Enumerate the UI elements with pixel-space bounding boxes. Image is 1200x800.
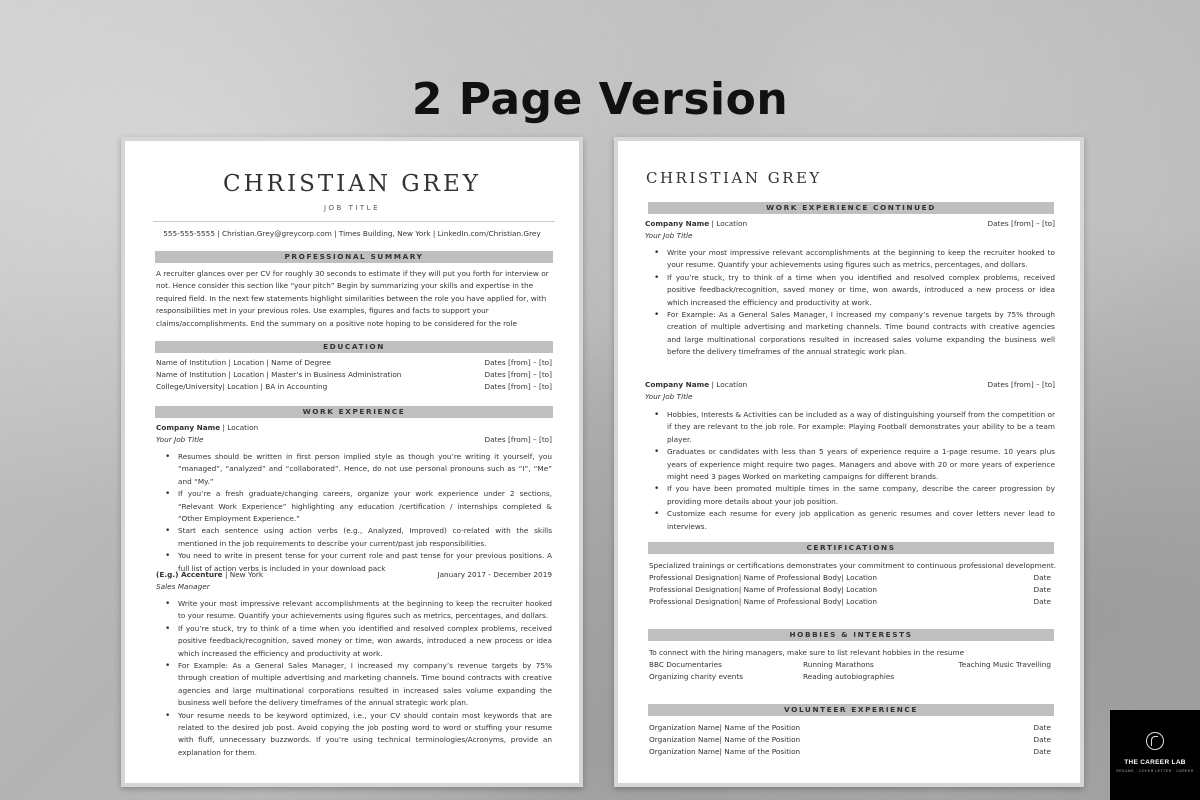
job-bullets bbox=[156, 451, 552, 575]
job-bullets bbox=[645, 409, 1055, 533]
brand-tagline: RESUME · COVER LETTER · CAREER bbox=[1116, 769, 1194, 773]
job-header bbox=[645, 218, 1055, 230]
divider bbox=[153, 221, 555, 222]
contact-line: 555-555-5555 | Christian.Grey@greycorp.com | Times Building, New York | LinkedIn.com/Christian.Grey bbox=[163, 229, 541, 238]
company-location: | Location bbox=[220, 423, 259, 432]
bullet-item: • Resumes should be written in first person implied style as though you’re writing it yourself, you “managed”, “analyzed” and “collaborated”. Hence, do not use personal pronouns such as “I”, “Me” and “My.” bbox=[156, 451, 552, 488]
section-header-work: WORK EXPERIENCE bbox=[155, 406, 553, 418]
education-row bbox=[156, 381, 552, 393]
bullet-item: • If you have been promoted multiple times in the same company, describe the career progression by providing more details about your job position. bbox=[645, 483, 1055, 508]
job-title: Your Job Title bbox=[156, 435, 204, 444]
headline: 2 Page Version bbox=[411, 74, 789, 125]
bullet-item: • Graduates or candidates with less than 5 years of experience require a 1-page resume. 10 years plus years of experience might require two pages. Managers and above with 20 or more years of experience might need 3 pages Worked on marketing campaigns for different brands. bbox=[645, 446, 1055, 483]
certification-name: Professional Designation| Name of Professional Body| Location bbox=[649, 585, 878, 594]
bullet-item: • You need to write in present tense for your current role and past tense for your previous positions. A full list of action verbs is included in your download pack bbox=[156, 550, 552, 575]
hobby-item: BBC Documentaries bbox=[649, 660, 722, 669]
company-location: | Location bbox=[709, 380, 748, 389]
certification-row bbox=[649, 584, 1051, 596]
hobby-item: Reading autobiographies bbox=[803, 672, 895, 681]
summary-text: A recruiter glances over per CV for roughly 30 seconds to estimate if they will put you forth for interview or not. Hence consider this section like “your pitch” Begin by summarizing your skills and expertise in the required field. In the next few statements highlight similarities between the role you have applied for, with responsibilities met in your previous roles. Use examples, figures and facts to support your claims/accomplishments. End the summary on a positive note hoping to be considered for the role bbox=[156, 269, 549, 328]
section-header-work-continued: WORK EXPERIENCE CONTINUED bbox=[648, 202, 1054, 214]
section-header-summary: PROFESSIONAL SUMMARY bbox=[155, 251, 553, 263]
resume-name: CHRISTIAN GREY bbox=[646, 169, 822, 187]
education-row bbox=[156, 369, 552, 381]
hobbies-row bbox=[649, 659, 1051, 671]
resume-page-2 bbox=[614, 137, 1084, 787]
resume-page-1 bbox=[121, 137, 583, 787]
job-header bbox=[156, 569, 552, 581]
job-title: Your Job Title bbox=[645, 231, 693, 240]
certifications-intro-text: Specialized trainings or certifications demonstrates your commitment to continuous professional development. bbox=[649, 561, 1057, 570]
resume-name: CHRISTIAN GREY bbox=[223, 171, 481, 197]
hobby-item: Organizing charity events bbox=[649, 672, 744, 681]
job-dates: Dates [from] – [to] bbox=[484, 435, 552, 444]
volunteer-organization: Organization Name| Name of the Position bbox=[649, 735, 801, 744]
volunteer-organization: Organization Name| Name of the Position bbox=[649, 723, 801, 732]
bullet-item: • If you’re stuck, try to think of a time when you identified and resolved complex problems, received positive feedback/recognition, saved money or time, won awards, introduced a new process or idea which increased the efficiency and productivity at work. bbox=[156, 623, 552, 660]
certification-date: Date bbox=[1033, 573, 1051, 582]
volunteer-row bbox=[649, 746, 1051, 758]
bullet-item: • Customize each resume for every job application as generic resumes and cover letters never lead to interviews. bbox=[645, 508, 1055, 533]
job-title-row bbox=[645, 230, 1055, 242]
education-institution: Name of Institution | Location | Master’s in Business Administration bbox=[156, 370, 402, 379]
section-header-certifications: CERTIFICATIONS bbox=[648, 542, 1054, 554]
certification-row bbox=[649, 596, 1051, 608]
brand-logo bbox=[1110, 710, 1200, 800]
bullet-item: • Write your most impressive relevant accomplishments at the beginning to keep the recruiter hooked to your resume. Quantify your achievements using figures such as metrics, percentages, and dollars. bbox=[156, 598, 552, 623]
job-title: Sales Manager bbox=[156, 582, 210, 591]
bullet-item: • If you’re stuck, try to think of a time when you identified and resolved complex problems, received positive feedback/recognition, saved money or time, won awards, introduced a new process or idea which increased the efficiency and productivity at work. bbox=[645, 272, 1055, 309]
hobbies-row bbox=[649, 671, 1051, 683]
job-bullets bbox=[645, 247, 1055, 359]
brand-name: THE CAREER LAB bbox=[1124, 759, 1186, 766]
volunteer-row bbox=[649, 734, 1051, 746]
certification-date: Date bbox=[1033, 585, 1051, 594]
education-institution: College/University| Location | BA in Accounting bbox=[156, 382, 328, 391]
brain-icon bbox=[1146, 732, 1164, 750]
education-dates: Dates [from] – [to] bbox=[484, 370, 552, 379]
education-institution: Name of Institution | Location | Name of Degree bbox=[156, 358, 331, 367]
hobbies-intro-text: To connect with the hiring managers, make sure to list relevant hobbies in the resume bbox=[649, 648, 965, 657]
job-title-row bbox=[645, 391, 1055, 403]
hobby-item: Teaching Music Travelling bbox=[958, 660, 1051, 669]
company-location: | Location bbox=[709, 219, 748, 228]
hobbies-intro bbox=[649, 647, 1051, 659]
certification-date: Date bbox=[1033, 597, 1051, 606]
bullet-item: • Start each sentence using action verbs (e.g., Analyzed, Improved) co-related with the skills mentioned in the job requirements to describe your current/past job responsibilities. bbox=[156, 525, 552, 550]
company-name: Company Name bbox=[156, 423, 221, 432]
bullet-item: • If you’re a fresh graduate/changing careers, organize your work experience under 2 sections, “Relevant Work Experience” highlighting any education /certification / internships completed & “Other Employment Experience.” bbox=[156, 488, 552, 525]
volunteer-row bbox=[649, 722, 1051, 734]
volunteer-organization: Organization Name| Name of the Position bbox=[649, 747, 801, 756]
volunteer-date: Date bbox=[1033, 723, 1051, 732]
certification-name: Professional Designation| Name of Professional Body| Location bbox=[649, 573, 878, 582]
hobby-item: Running Marathons bbox=[803, 660, 874, 669]
bullet-item: • For Example: As a General Sales Manager, I increased my company’s revenue targets by 75% through creation of multiple advertising and marketing channels. Time bound contracts with creative agencies and large multinational corporations resulted in increased sales volume expanding the business well before the delivery timeframes of the annual strategic work plan. bbox=[645, 309, 1055, 359]
resume-job-title: JOB TITLE bbox=[323, 204, 381, 212]
certifications-intro bbox=[649, 560, 1057, 572]
job-dates: January 2017 - December 2019 bbox=[437, 570, 552, 579]
job-header bbox=[156, 422, 552, 434]
certification-row bbox=[649, 572, 1051, 584]
job-bullets bbox=[156, 598, 552, 759]
bullet-item: • Hobbies, Interests & Activities can be included as a way of distinguishing yourself from the competition or if they are relevant to the job role. For example: Playing Football demonstrates your ability to be a team player. bbox=[645, 409, 1055, 446]
job-dates: Dates [from] – [to] bbox=[987, 380, 1055, 389]
bullet-item: • Your resume needs to be keyword optimized, i.e., your CV should contain most keywords that are related to the desired job post. Avoid copying the job posting word to word or stuffing your resume with fluff, unnecessary buzzwords. If you’re using technical terminologies/Acronyms, provide an explanation for them. bbox=[156, 710, 552, 760]
company-name: (E.g.) Accenture bbox=[156, 570, 223, 579]
job-title: Your Job Title bbox=[645, 392, 693, 401]
job-title-row bbox=[156, 581, 552, 593]
job-header bbox=[645, 379, 1055, 391]
company-location: | New York bbox=[222, 570, 264, 579]
education-dates: Dates [from] – [to] bbox=[484, 382, 552, 391]
section-header-hobbies: HOBBIES & INTERESTS bbox=[648, 629, 1054, 641]
bullet-item: • Write your most impressive relevant accomplishments at the beginning to keep the recruiter hooked to your resume. Quantify your achievements using figures such as metrics, percentages, and dollars. bbox=[645, 247, 1055, 272]
certification-name: Professional Designation| Name of Professional Body| Location bbox=[649, 597, 878, 606]
company-name: Company Name bbox=[645, 219, 710, 228]
job-title-row bbox=[156, 434, 552, 446]
section-header-education: EDUCATION bbox=[155, 341, 553, 353]
volunteer-date: Date bbox=[1033, 735, 1051, 744]
bullet-item: • For Example: As a General Sales Manager, I increased my company’s revenue targets by 75% through creation of multiple advertising and marketing channels. Time bound contracts with creative agencies and large multinational corporations resulted in increased sales volume expanding the business well before the delivery timeframes of the annual strategic work plan. bbox=[156, 660, 552, 710]
company-name: Company Name bbox=[645, 380, 710, 389]
section-header-volunteer: VOLUNTEER EXPERIENCE bbox=[648, 704, 1054, 716]
education-dates: Dates [from] – [to] bbox=[484, 358, 552, 367]
volunteer-date: Date bbox=[1033, 747, 1051, 756]
job-dates: Dates [from] – [to] bbox=[987, 219, 1055, 228]
education-row bbox=[156, 357, 552, 369]
